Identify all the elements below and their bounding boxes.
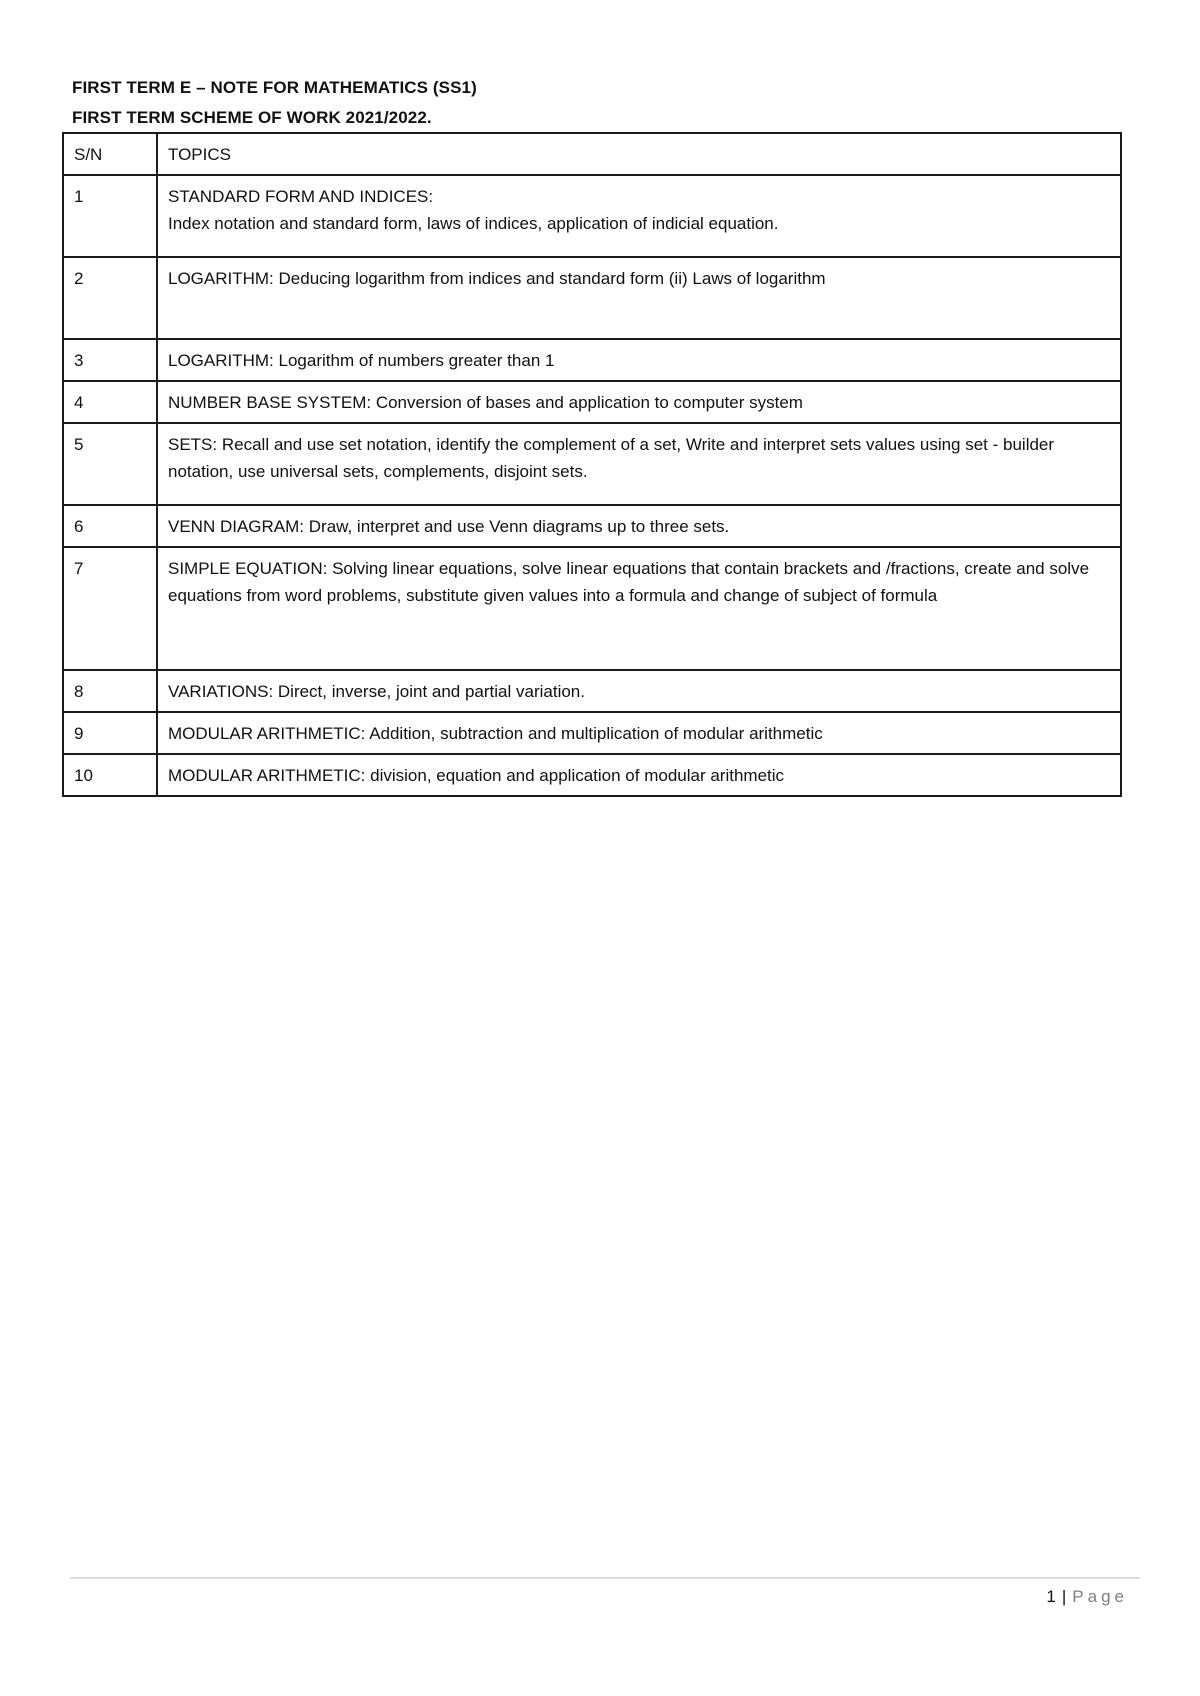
row-topic-detail: Addition, subtraction and multiplication of modular arithmetic bbox=[369, 724, 823, 743]
table-header-row bbox=[63, 133, 1121, 175]
row-topic-detail: Direct, inverse, joint and partial variation. bbox=[277, 682, 585, 701]
table-row bbox=[63, 670, 1121, 712]
footer-separator: | bbox=[1061, 1587, 1067, 1606]
row-number: 5 bbox=[63, 423, 157, 505]
row-number: 1 bbox=[63, 175, 157, 257]
row-topic-title: NUMBER BASE SYSTEM: bbox=[168, 393, 376, 412]
row-topic-detail: Index notation and standard form, laws of indices, application of indicial equation. bbox=[168, 214, 779, 233]
row-topic-title: MODULAR ARITHMETIC: bbox=[168, 724, 370, 743]
row-topic-detail: Recall and use set notation, identify the complement of a set, Write and interpret sets values using set - builder notation, use universal sets, complements, disjoint sets. bbox=[168, 435, 1055, 481]
page-number: 1 bbox=[1046, 1587, 1056, 1606]
table-row bbox=[63, 547, 1121, 670]
table-row bbox=[63, 712, 1121, 754]
row-number: 3 bbox=[63, 339, 157, 381]
table-row bbox=[63, 505, 1121, 547]
row-number: 7 bbox=[63, 547, 157, 670]
row-topic-cell bbox=[157, 339, 1121, 381]
row-topic-detail: Conversion of bases and application to computer system bbox=[375, 393, 803, 412]
table-row bbox=[63, 257, 1121, 339]
row-topic-cell bbox=[157, 381, 1121, 423]
footer-divider bbox=[70, 1577, 1140, 1579]
table-row bbox=[63, 423, 1121, 505]
row-topic-cell bbox=[157, 712, 1121, 754]
row-topic-title: VARIATIONS: bbox=[168, 682, 278, 701]
row-number: 4 bbox=[63, 381, 157, 423]
row-number: 8 bbox=[63, 670, 157, 712]
row-number: 6 bbox=[63, 505, 157, 547]
row-topic-detail: Logarithm of numbers greater than 1 bbox=[278, 351, 555, 370]
table-row bbox=[63, 754, 1121, 796]
row-number: 9 bbox=[63, 712, 157, 754]
row-number: 2 bbox=[63, 257, 157, 339]
row-topic-cell bbox=[157, 257, 1121, 339]
row-topic-title: MODULAR ARITHMETIC: bbox=[168, 766, 371, 785]
page-footer bbox=[1046, 1587, 1128, 1607]
table-row bbox=[63, 175, 1121, 257]
document-title: FIRST TERM E – NOTE FOR MATHEMATICS (SS1) bbox=[72, 78, 477, 97]
row-topic-detail: Solving linear equations, solve linear equations that contain brackets and /fractions, create and solve equations from word problems, substitute given values into a formula and change of subject of formula bbox=[168, 559, 1090, 605]
row-topic-cell bbox=[157, 505, 1121, 547]
row-topic-title: SIMPLE EQUATION: bbox=[168, 559, 333, 578]
row-topic-cell bbox=[157, 175, 1121, 257]
row-number: 10 bbox=[63, 754, 157, 796]
column-header-sn: S/N bbox=[63, 133, 157, 175]
row-topic-detail: Draw, interpret and use Venn diagrams up to three sets. bbox=[308, 517, 730, 536]
row-topic-detail: division, equation and application of modular arithmetic bbox=[370, 766, 785, 785]
row-topic-title: STANDARD FORM AND INDICES: bbox=[168, 187, 434, 206]
row-topic-cell bbox=[157, 754, 1121, 796]
table-row bbox=[63, 381, 1121, 423]
row-topic-title: LOGARITHM: bbox=[168, 351, 279, 370]
row-topic-title: VENN DIAGRAM: bbox=[168, 517, 309, 536]
row-topic-cell bbox=[157, 547, 1121, 670]
row-topic-cell bbox=[157, 423, 1121, 505]
row-topic-title: LOGARITHM: bbox=[168, 269, 279, 288]
row-topic-cell bbox=[157, 670, 1121, 712]
row-topic-detail: Deducing logarithm from indices and standard form (ii) Laws of logarithm bbox=[278, 269, 826, 288]
row-topic-title: SETS: bbox=[168, 435, 222, 454]
column-header-topics: TOPICS bbox=[157, 133, 1121, 175]
document-subtitle: FIRST TERM SCHEME OF WORK 2021/2022. bbox=[72, 108, 432, 127]
scheme-of-work-table bbox=[62, 132, 1122, 797]
page-label: Page bbox=[1072, 1587, 1128, 1606]
table-row bbox=[63, 339, 1121, 381]
